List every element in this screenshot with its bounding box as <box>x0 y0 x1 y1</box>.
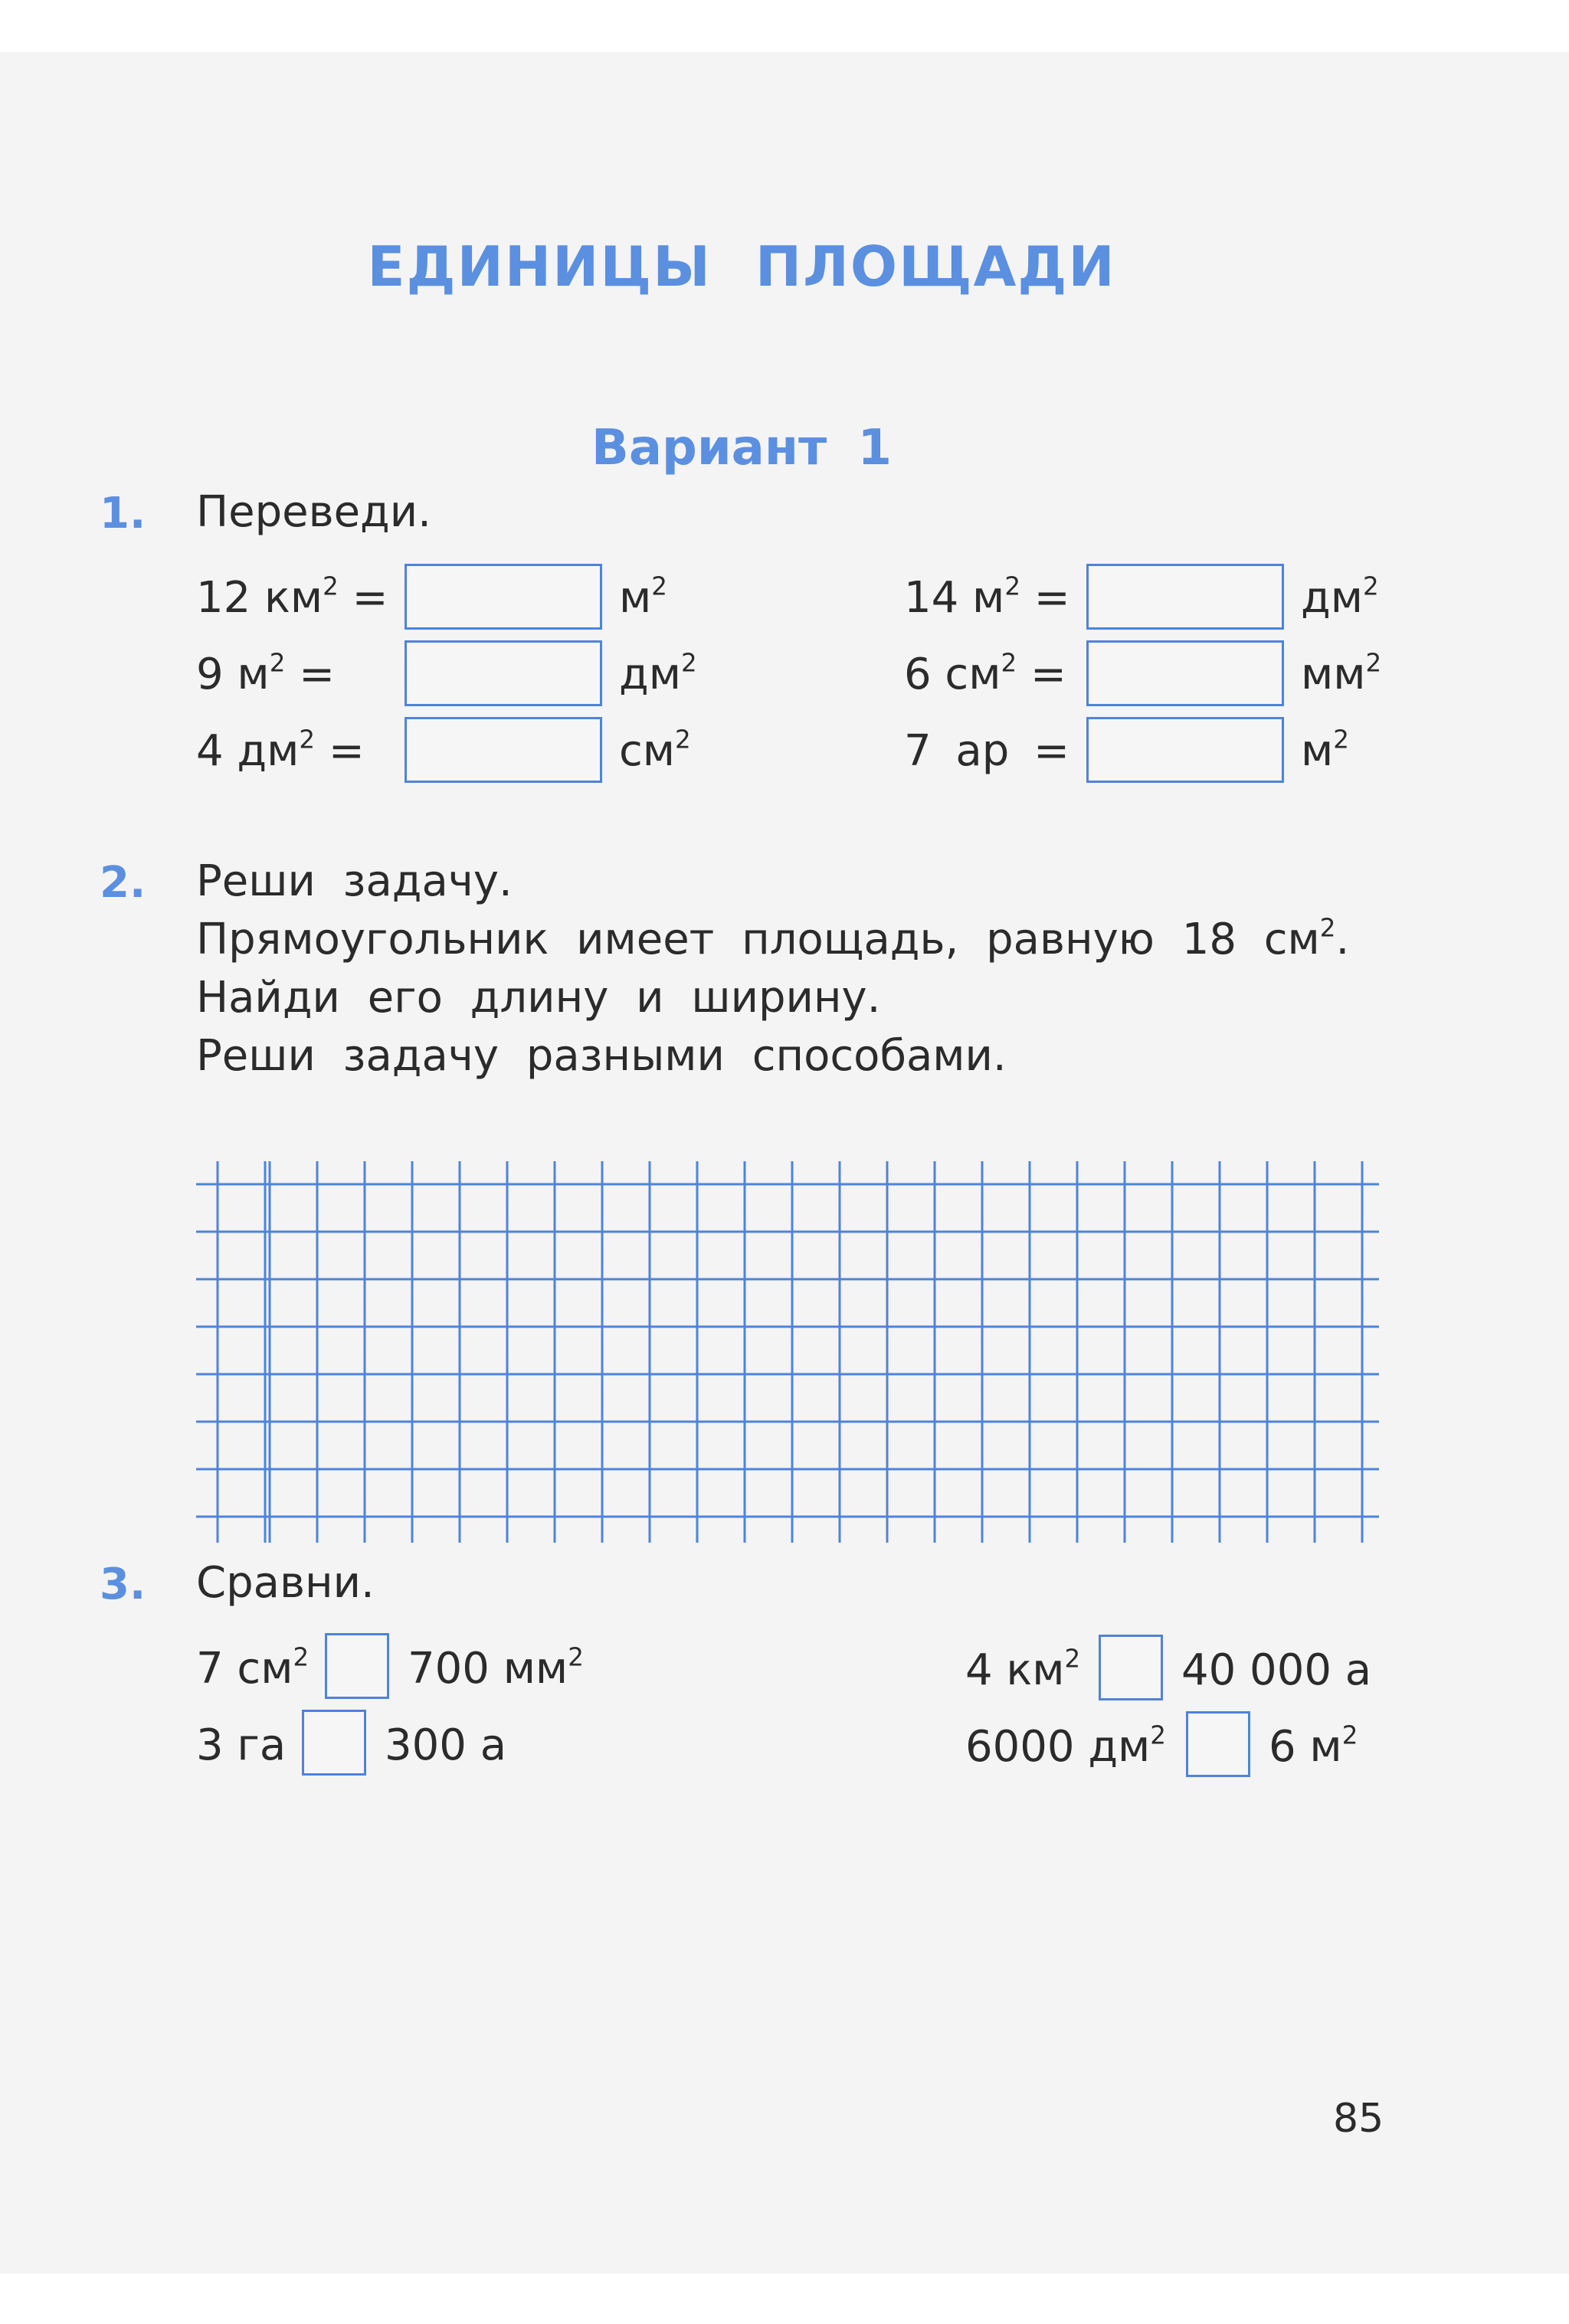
convert-answer-box-3[interactable] <box>405 717 602 783</box>
compare-left-2: 3 га <box>196 1720 287 1770</box>
task2-problem-line1: Прямоугольник имеет площадь, равную 18 $см^2$. <box>196 913 1350 964</box>
page-number: 85 <box>1333 2096 1384 2142</box>
task2-problem-line3: Реши задачу разными способами. <box>196 1031 1007 1081</box>
convert-answer-box-2[interactable] <box>405 640 602 706</box>
answer-grid[interactable] <box>196 1161 1379 1543</box>
compare-sign-box-4[interactable] <box>1186 1711 1250 1777</box>
convert-lhs-6: 7 ар = <box>904 726 1070 776</box>
convert-answer-box-5[interactable] <box>1086 640 1284 706</box>
convert-unit-3: $см^2$ <box>619 725 691 776</box>
convert-lhs-4: 14 $м^2$ = <box>904 571 1070 623</box>
compare-sign-box-3[interactable] <box>1099 1635 1163 1700</box>
task2-number: 2. <box>100 858 146 908</box>
convert-unit-5: $мм^2$ <box>1301 648 1382 699</box>
convert-lhs-2: 9 $м^2$ = <box>196 648 336 699</box>
convert-unit-1: $м^2$ <box>619 571 667 623</box>
workbook-page <box>0 52 1569 2273</box>
convert-unit-6: $м^2$ <box>1301 725 1349 776</box>
convert-answer-box-1[interactable] <box>405 564 602 630</box>
convert-unit-2: $дм^2$ <box>619 648 697 699</box>
task2-instruction: Реши задачу. <box>196 856 513 906</box>
task1-instruction: Переведи. <box>196 487 431 537</box>
convert-lhs-5: 6 $см^2$ = <box>904 648 1066 699</box>
task3-number: 3. <box>100 1560 146 1609</box>
compare-sign-box-1[interactable] <box>325 1633 389 1699</box>
compare-left-3: 4 $км^2$ <box>965 1644 1081 1695</box>
task2-problem-line2: Найди его длину и ширину. <box>196 973 881 1023</box>
convert-lhs-1: 12 $км^2$ = <box>196 571 388 623</box>
task1-number: 1. <box>100 489 146 538</box>
compare-sign-box-2[interactable] <box>302 1710 366 1776</box>
compare-right-1: 700 $мм^2$ <box>408 1642 584 1694</box>
compare-right-2: 300 а <box>385 1720 507 1770</box>
convert-answer-box-4[interactable] <box>1086 564 1284 630</box>
convert-unit-4: $дм^2$ <box>1301 571 1379 623</box>
compare-right-3: 40 000 а <box>1181 1645 1372 1695</box>
compare-right-4: 6 $м^2$ <box>1269 1720 1358 1772</box>
compare-left-4: 6000 $дм^2$ <box>965 1720 1166 1772</box>
convert-lhs-3: 4 $дм^2$ = <box>196 725 365 776</box>
task3-instruction: Сравни. <box>196 1558 375 1608</box>
page-title: ЕДИНИЦЫ ПЛОЩАДИ <box>367 234 1116 299</box>
variant-heading: Вариант 1 <box>591 420 892 476</box>
compare-left-1: 7 $см^2$ <box>196 1642 310 1694</box>
convert-answer-box-6[interactable] <box>1086 717 1284 783</box>
